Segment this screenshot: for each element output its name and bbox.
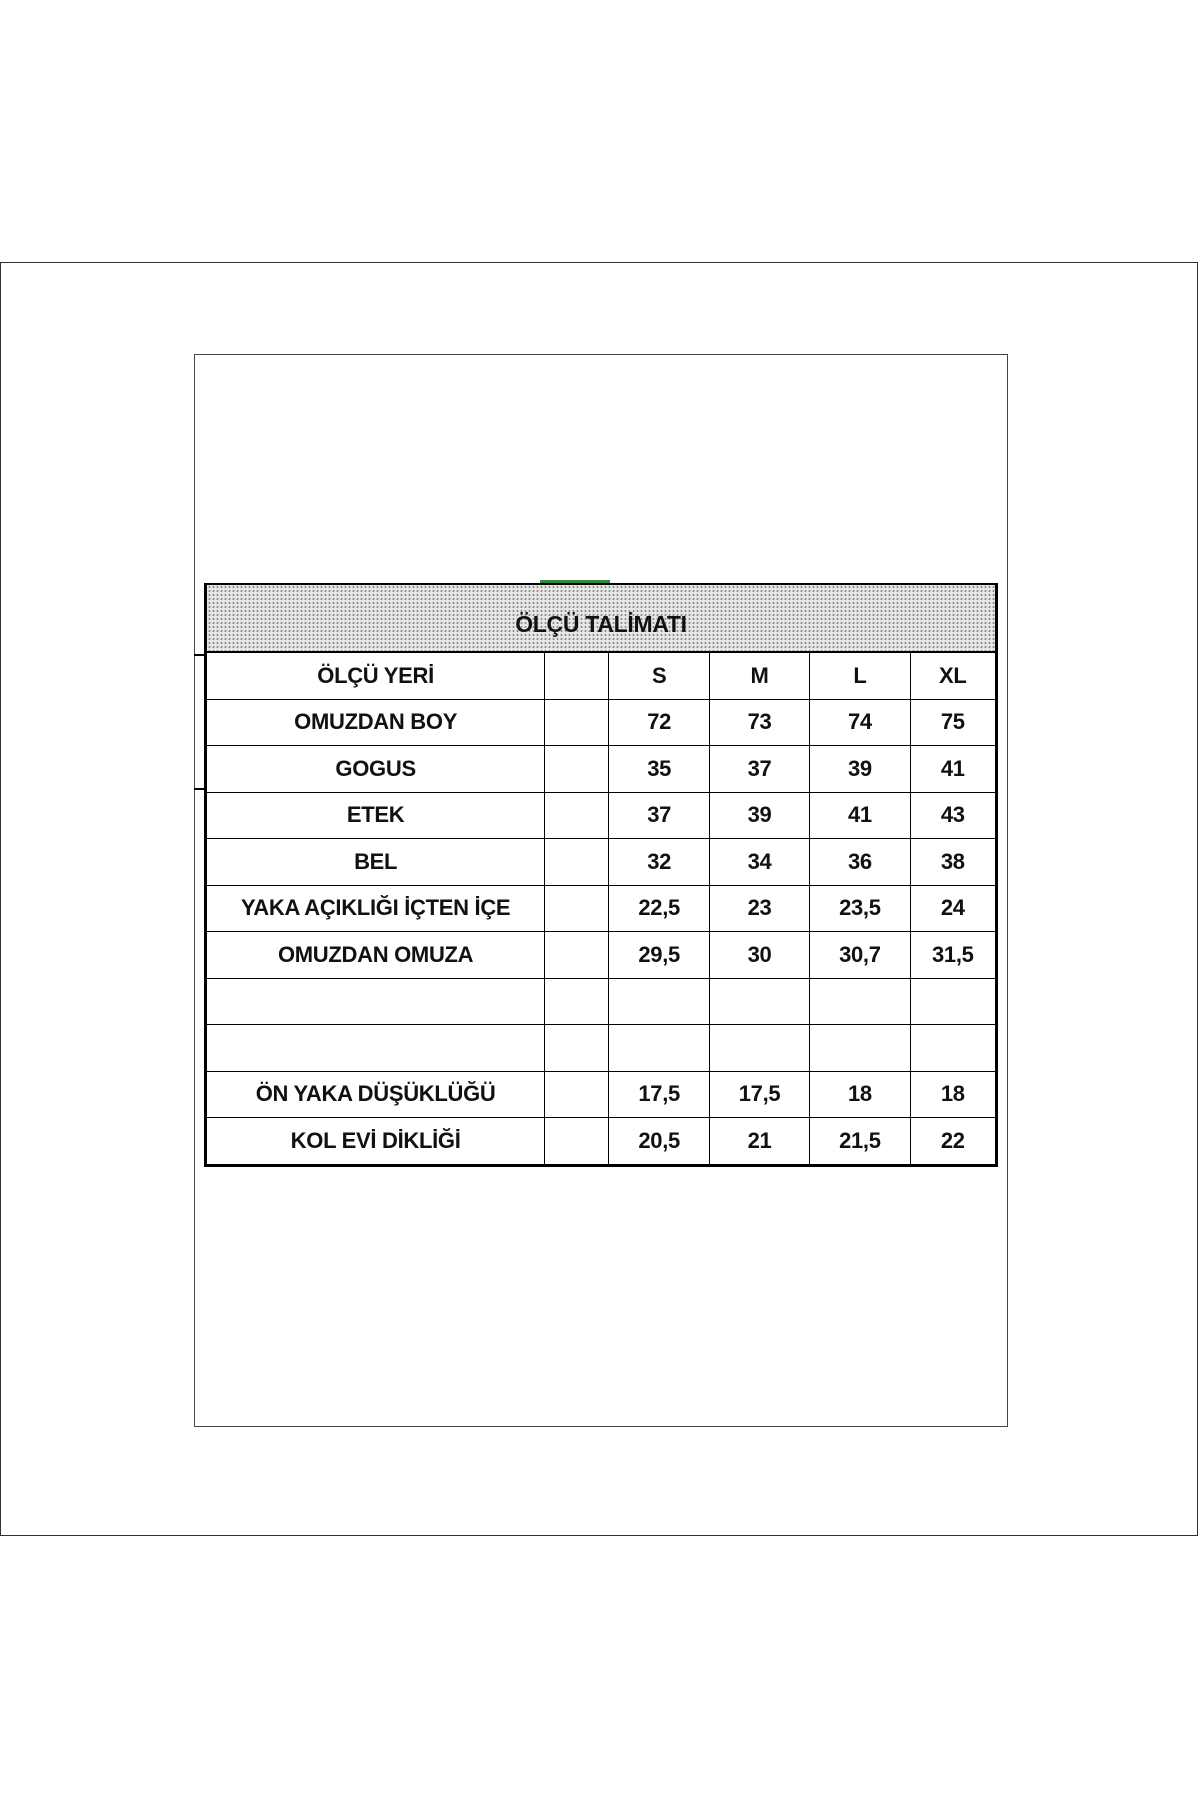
header-size-xl: XL bbox=[910, 652, 996, 699]
row-label: KOL EVİ DİKLİĞİ bbox=[206, 1118, 545, 1166]
row-value-s bbox=[609, 1025, 709, 1072]
blank-header-area bbox=[195, 355, 1007, 581]
row-value-s bbox=[609, 978, 709, 1025]
row-blank-cell bbox=[545, 885, 609, 932]
row-value-s: 37 bbox=[609, 792, 709, 839]
row-blank-cell bbox=[545, 699, 609, 746]
header-measurement-label: ÖLÇÜ YERİ bbox=[206, 652, 545, 699]
row-value-l: 74 bbox=[810, 699, 910, 746]
row-label: ETEK bbox=[206, 792, 545, 839]
row-value-l bbox=[810, 1025, 910, 1072]
row-value-xl bbox=[910, 978, 996, 1025]
row-value-m: 23 bbox=[709, 885, 809, 932]
header-blank-cell bbox=[545, 652, 609, 699]
header-size-s: S bbox=[609, 652, 709, 699]
table-row bbox=[206, 885, 997, 932]
table-row bbox=[206, 1118, 997, 1166]
row-label: YAKA AÇIKLIĞI İÇTEN İÇE bbox=[206, 885, 545, 932]
row-value-s: 32 bbox=[609, 839, 709, 886]
row-value-m: 34 bbox=[709, 839, 809, 886]
header-size-l: L bbox=[810, 652, 910, 699]
table-row bbox=[206, 1025, 997, 1072]
row-value-l: 36 bbox=[810, 839, 910, 886]
row-value-m: 37 bbox=[709, 746, 809, 793]
row-blank-cell bbox=[545, 839, 609, 886]
row-value-xl: 24 bbox=[910, 885, 996, 932]
row-value-xl: 18 bbox=[910, 1071, 996, 1118]
row-value-l: 39 bbox=[810, 746, 910, 793]
title-row bbox=[206, 584, 997, 652]
row-value-m bbox=[709, 978, 809, 1025]
row-value-m bbox=[709, 1025, 809, 1072]
table-row bbox=[206, 1071, 997, 1118]
row-value-s: 29,5 bbox=[609, 932, 709, 979]
table-row bbox=[206, 932, 997, 979]
row-value-m: 21 bbox=[709, 1118, 809, 1166]
row-value-l: 23,5 bbox=[810, 885, 910, 932]
header-size-m: M bbox=[709, 652, 809, 699]
row-value-l: 30,7 bbox=[810, 932, 910, 979]
row-value-l: 18 bbox=[810, 1071, 910, 1118]
row-value-s: 20,5 bbox=[609, 1118, 709, 1166]
row-value-s: 72 bbox=[609, 699, 709, 746]
row-value-m: 39 bbox=[709, 792, 809, 839]
row-value-l: 41 bbox=[810, 792, 910, 839]
row-value-xl: 41 bbox=[910, 746, 996, 793]
row-label: OMUZDAN OMUZA bbox=[206, 932, 545, 979]
row-value-s: 17,5 bbox=[609, 1071, 709, 1118]
row-label: OMUZDAN BOY bbox=[206, 699, 545, 746]
table-row bbox=[206, 978, 997, 1025]
table-title: ÖLÇÜ TALİMATI bbox=[206, 584, 997, 652]
row-value-s: 22,5 bbox=[609, 885, 709, 932]
row-value-xl: 22 bbox=[910, 1118, 996, 1166]
table-row bbox=[206, 839, 997, 886]
table-row bbox=[206, 746, 997, 793]
row-label: BEL bbox=[206, 839, 545, 886]
row-value-l: 21,5 bbox=[810, 1118, 910, 1166]
row-value-m: 73 bbox=[709, 699, 809, 746]
row-blank-cell bbox=[545, 932, 609, 979]
row-blank-cell bbox=[545, 1118, 609, 1166]
row-value-xl: 31,5 bbox=[910, 932, 996, 979]
row-value-s: 35 bbox=[609, 746, 709, 793]
row-value-xl: 43 bbox=[910, 792, 996, 839]
row-blank-cell bbox=[545, 746, 609, 793]
row-label bbox=[206, 1025, 545, 1072]
row-blank-cell bbox=[545, 978, 609, 1025]
row-blank-cell bbox=[545, 1071, 609, 1118]
row-value-xl bbox=[910, 1025, 996, 1072]
row-label: GOGUS bbox=[206, 746, 545, 793]
size-chart-table bbox=[204, 583, 998, 1167]
table-row bbox=[206, 792, 997, 839]
row-value-l bbox=[810, 978, 910, 1025]
row-blank-cell bbox=[545, 792, 609, 839]
row-value-xl: 38 bbox=[910, 839, 996, 886]
table-row bbox=[206, 699, 997, 746]
row-value-xl: 75 bbox=[910, 699, 996, 746]
header-row bbox=[206, 652, 997, 699]
row-value-m: 30 bbox=[709, 932, 809, 979]
row-label: ÖN YAKA DÜŞÜKLÜĞÜ bbox=[206, 1071, 545, 1118]
row-value-m: 17,5 bbox=[709, 1071, 809, 1118]
row-blank-cell bbox=[545, 1025, 609, 1072]
row-label bbox=[206, 978, 545, 1025]
